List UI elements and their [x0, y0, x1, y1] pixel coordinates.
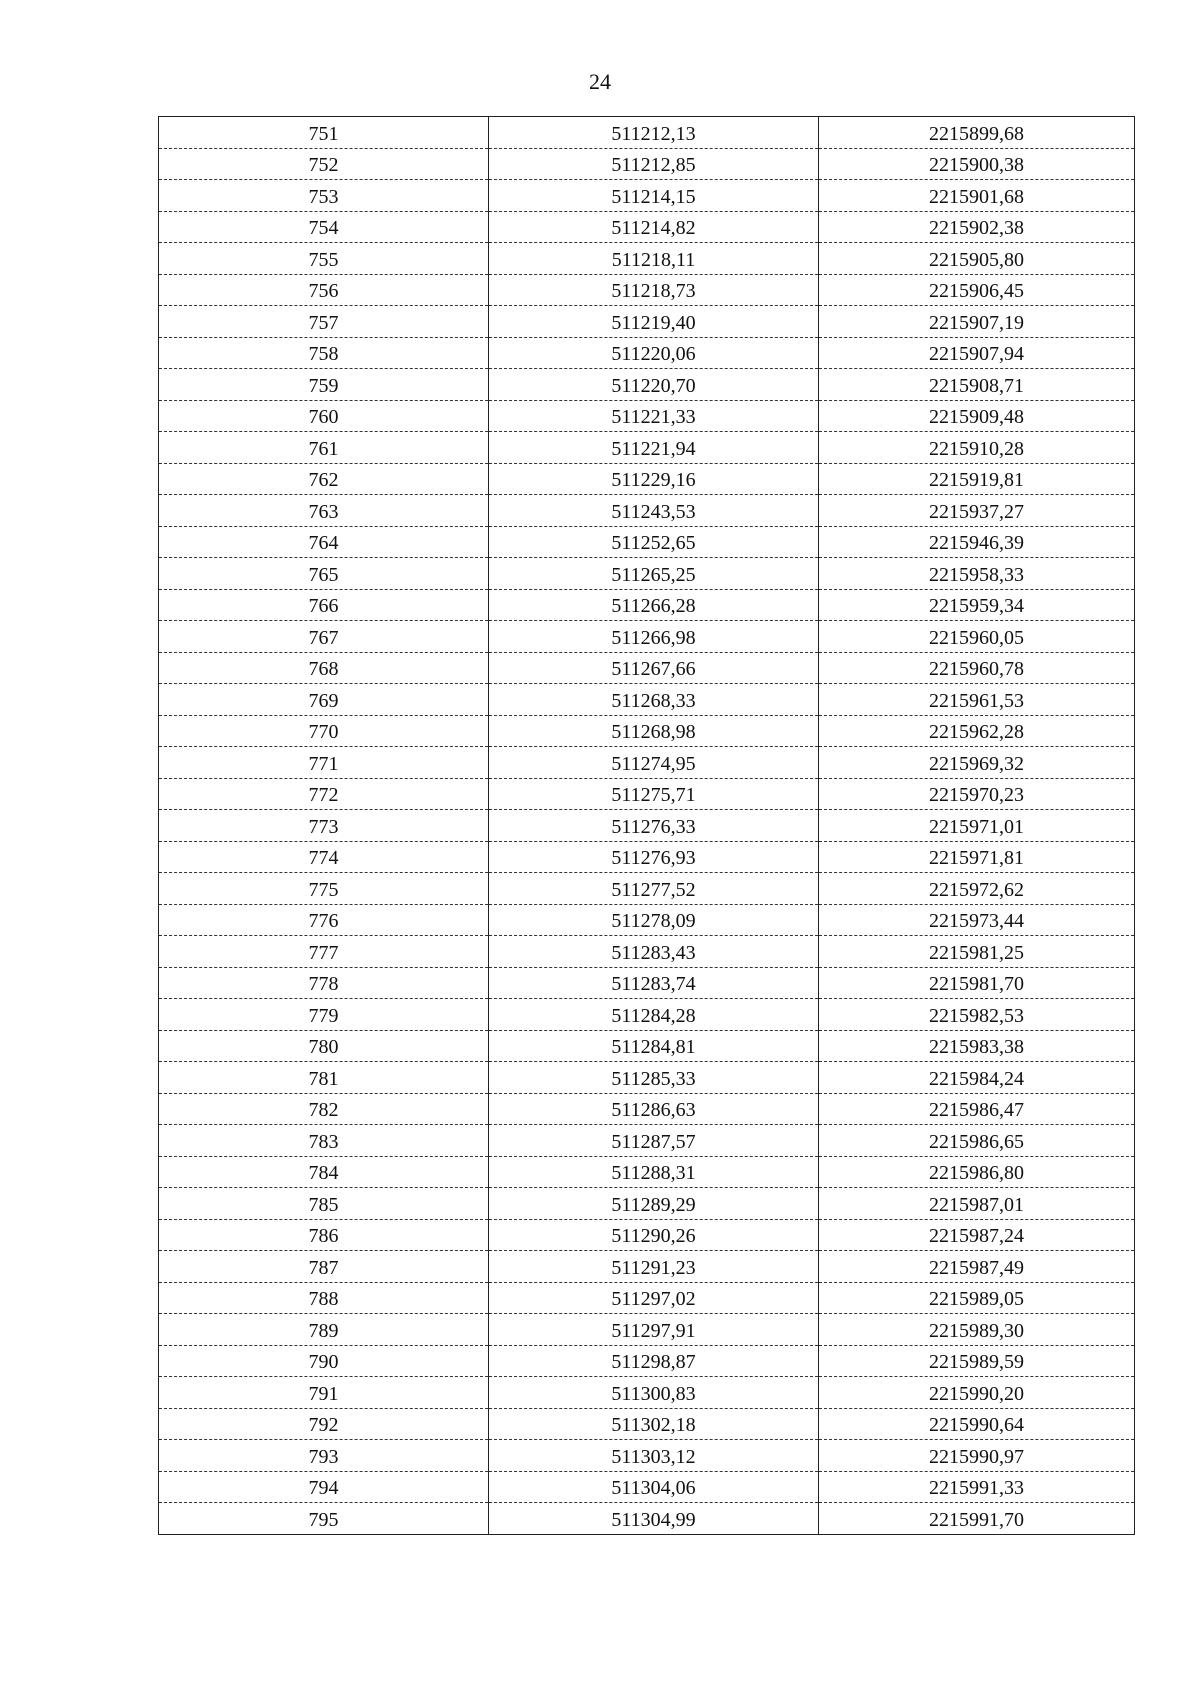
table-row: [159, 715, 1135, 747]
point-number-cell: 789: [159, 1314, 489, 1346]
point-number-cell: 769: [159, 684, 489, 716]
x-coordinate-cell: 511288,31: [489, 1156, 819, 1188]
table-row: [159, 904, 1135, 936]
x-coordinate-cell: 511212,13: [489, 117, 819, 149]
point-number-cell: 759: [159, 369, 489, 401]
point-number-cell: 787: [159, 1251, 489, 1283]
point-number-cell: 762: [159, 463, 489, 495]
y-coordinate-cell: 2215900,38: [819, 148, 1135, 180]
y-coordinate-cell: 2215986,65: [819, 1125, 1135, 1157]
table-row: [159, 432, 1135, 464]
y-coordinate-cell: 2215910,28: [819, 432, 1135, 464]
point-number-cell: 760: [159, 400, 489, 432]
y-coordinate-cell: 2215899,68: [819, 117, 1135, 149]
x-coordinate-cell: 511286,63: [489, 1093, 819, 1125]
table-row: [159, 778, 1135, 810]
y-coordinate-cell: 2215970,23: [819, 778, 1135, 810]
table-row: [159, 180, 1135, 212]
x-coordinate-cell: 511274,95: [489, 747, 819, 779]
table-row: [159, 621, 1135, 653]
y-coordinate-cell: 2215986,47: [819, 1093, 1135, 1125]
x-coordinate-cell: 511290,26: [489, 1219, 819, 1251]
table-row: [159, 873, 1135, 905]
point-number-cell: 771: [159, 747, 489, 779]
point-number-cell: 765: [159, 558, 489, 590]
table-row: [159, 1251, 1135, 1283]
table-row: [159, 117, 1135, 149]
x-coordinate-cell: 511220,06: [489, 337, 819, 369]
table-row: [159, 967, 1135, 999]
table-row: [159, 589, 1135, 621]
y-coordinate-cell: 2215986,80: [819, 1156, 1135, 1188]
x-coordinate-cell: 511219,40: [489, 306, 819, 338]
point-number-cell: 753: [159, 180, 489, 212]
y-coordinate-cell: 2215905,80: [819, 243, 1135, 275]
point-number-cell: 779: [159, 999, 489, 1031]
point-number-cell: 790: [159, 1345, 489, 1377]
point-number-cell: 795: [159, 1503, 489, 1535]
point-number-cell: 794: [159, 1471, 489, 1503]
y-coordinate-cell: 2215919,81: [819, 463, 1135, 495]
point-number-cell: 791: [159, 1377, 489, 1409]
y-coordinate-cell: 2215907,94: [819, 337, 1135, 369]
table-row: [159, 306, 1135, 338]
x-coordinate-cell: 511304,99: [489, 1503, 819, 1535]
x-coordinate-cell: 511214,82: [489, 211, 819, 243]
y-coordinate-cell: 2215973,44: [819, 904, 1135, 936]
y-coordinate-cell: 2215989,30: [819, 1314, 1135, 1346]
y-coordinate-cell: 2215972,62: [819, 873, 1135, 905]
y-coordinate-cell: 2215990,20: [819, 1377, 1135, 1409]
x-coordinate-cell: 511284,81: [489, 1030, 819, 1062]
table-row: [159, 1440, 1135, 1472]
point-number-cell: 783: [159, 1125, 489, 1157]
point-number-cell: 752: [159, 148, 489, 180]
y-coordinate-cell: 2215901,68: [819, 180, 1135, 212]
point-number-cell: 766: [159, 589, 489, 621]
x-coordinate-cell: 511276,93: [489, 841, 819, 873]
point-number-cell: 781: [159, 1062, 489, 1094]
point-number-cell: 780: [159, 1030, 489, 1062]
y-coordinate-cell: 2215982,53: [819, 999, 1135, 1031]
point-number-cell: 788: [159, 1282, 489, 1314]
y-coordinate-cell: 2215990,97: [819, 1440, 1135, 1472]
coordinates-table: [158, 116, 1135, 1535]
table-row: [159, 1408, 1135, 1440]
y-coordinate-cell: 2215969,32: [819, 747, 1135, 779]
x-coordinate-cell: 511283,74: [489, 967, 819, 999]
table-row: [159, 841, 1135, 873]
x-coordinate-cell: 511303,12: [489, 1440, 819, 1472]
y-coordinate-cell: 2215960,78: [819, 652, 1135, 684]
point-number-cell: 764: [159, 526, 489, 558]
point-number-cell: 793: [159, 1440, 489, 1472]
table-row: [159, 211, 1135, 243]
y-coordinate-cell: 2215908,71: [819, 369, 1135, 401]
y-coordinate-cell: 2215987,49: [819, 1251, 1135, 1283]
point-number-cell: 770: [159, 715, 489, 747]
point-number-cell: 755: [159, 243, 489, 275]
table-row: [159, 1093, 1135, 1125]
x-coordinate-cell: 511297,91: [489, 1314, 819, 1346]
x-coordinate-cell: 511298,87: [489, 1345, 819, 1377]
y-coordinate-cell: 2215937,27: [819, 495, 1135, 527]
table-row: [159, 1030, 1135, 1062]
y-coordinate-cell: 2215971,81: [819, 841, 1135, 873]
y-coordinate-cell: 2215909,48: [819, 400, 1135, 432]
point-number-cell: 774: [159, 841, 489, 873]
y-coordinate-cell: 2215991,70: [819, 1503, 1135, 1535]
point-number-cell: 782: [159, 1093, 489, 1125]
x-coordinate-cell: 511297,02: [489, 1282, 819, 1314]
y-coordinate-cell: 2215989,05: [819, 1282, 1135, 1314]
y-coordinate-cell: 2215989,59: [819, 1345, 1135, 1377]
table-row: [159, 747, 1135, 779]
table-row: [159, 1062, 1135, 1094]
page-number: 24: [589, 69, 611, 94]
x-coordinate-cell: 511218,73: [489, 274, 819, 306]
y-coordinate-cell: 2215961,53: [819, 684, 1135, 716]
x-coordinate-cell: 511267,66: [489, 652, 819, 684]
y-coordinate-cell: 2215981,70: [819, 967, 1135, 999]
x-coordinate-cell: 511229,16: [489, 463, 819, 495]
y-coordinate-cell: 2215962,28: [819, 715, 1135, 747]
x-coordinate-cell: 511220,70: [489, 369, 819, 401]
point-number-cell: 786: [159, 1219, 489, 1251]
x-coordinate-cell: 511221,33: [489, 400, 819, 432]
x-coordinate-cell: 511302,18: [489, 1408, 819, 1440]
point-number-cell: 767: [159, 621, 489, 653]
x-coordinate-cell: 511277,52: [489, 873, 819, 905]
y-coordinate-cell: 2215987,01: [819, 1188, 1135, 1220]
table-row: [159, 1471, 1135, 1503]
x-coordinate-cell: 511268,33: [489, 684, 819, 716]
point-number-cell: 776: [159, 904, 489, 936]
table-row: [159, 810, 1135, 842]
x-coordinate-cell: 511265,25: [489, 558, 819, 590]
y-coordinate-cell: 2215958,33: [819, 558, 1135, 590]
x-coordinate-cell: 511284,28: [489, 999, 819, 1031]
table-row: [159, 148, 1135, 180]
table-row: [159, 1503, 1135, 1535]
point-number-cell: 757: [159, 306, 489, 338]
point-number-cell: 792: [159, 1408, 489, 1440]
table-row: [159, 526, 1135, 558]
point-number-cell: 775: [159, 873, 489, 905]
y-coordinate-cell: 2215984,24: [819, 1062, 1135, 1094]
point-number-cell: 777: [159, 936, 489, 968]
x-coordinate-cell: 511287,57: [489, 1125, 819, 1157]
table-row: [159, 1314, 1135, 1346]
y-coordinate-cell: 2215981,25: [819, 936, 1135, 968]
y-coordinate-cell: 2215971,01: [819, 810, 1135, 842]
table-row: [159, 684, 1135, 716]
point-number-cell: 758: [159, 337, 489, 369]
point-number-cell: 761: [159, 432, 489, 464]
x-coordinate-cell: 511291,23: [489, 1251, 819, 1283]
x-coordinate-cell: 511289,29: [489, 1188, 819, 1220]
y-coordinate-cell: 2215987,24: [819, 1219, 1135, 1251]
point-number-cell: 785: [159, 1188, 489, 1220]
x-coordinate-cell: 511278,09: [489, 904, 819, 936]
y-coordinate-cell: 2215991,33: [819, 1471, 1135, 1503]
point-number-cell: 756: [159, 274, 489, 306]
point-number-cell: 772: [159, 778, 489, 810]
x-coordinate-cell: 511218,11: [489, 243, 819, 275]
x-coordinate-cell: 511300,83: [489, 1377, 819, 1409]
point-number-cell: 763: [159, 495, 489, 527]
y-coordinate-cell: 2215906,45: [819, 274, 1135, 306]
table-row: [159, 1345, 1135, 1377]
table-row: [159, 558, 1135, 590]
point-number-cell: 754: [159, 211, 489, 243]
y-coordinate-cell: 2215902,38: [819, 211, 1135, 243]
table-row: [159, 337, 1135, 369]
table-row: [159, 1156, 1135, 1188]
y-coordinate-cell: 2215907,19: [819, 306, 1135, 338]
table-row: [159, 1282, 1135, 1314]
y-coordinate-cell: 2215959,34: [819, 589, 1135, 621]
table-row: [159, 1377, 1135, 1409]
point-number-cell: 768: [159, 652, 489, 684]
x-coordinate-cell: 511275,71: [489, 778, 819, 810]
table-row: [159, 400, 1135, 432]
coordinates-table-body: [159, 117, 1135, 1535]
x-coordinate-cell: 511221,94: [489, 432, 819, 464]
table-row: [159, 936, 1135, 968]
point-number-cell: 751: [159, 117, 489, 149]
table-row: [159, 1188, 1135, 1220]
point-number-cell: 773: [159, 810, 489, 842]
x-coordinate-cell: 511212,85: [489, 148, 819, 180]
table-row: [159, 369, 1135, 401]
y-coordinate-cell: 2215983,38: [819, 1030, 1135, 1062]
x-coordinate-cell: 511266,28: [489, 589, 819, 621]
y-coordinate-cell: 2215946,39: [819, 526, 1135, 558]
x-coordinate-cell: 511268,98: [489, 715, 819, 747]
x-coordinate-cell: 511285,33: [489, 1062, 819, 1094]
table-row: [159, 1125, 1135, 1157]
point-number-cell: 784: [159, 1156, 489, 1188]
x-coordinate-cell: 511283,43: [489, 936, 819, 968]
x-coordinate-cell: 511266,98: [489, 621, 819, 653]
x-coordinate-cell: 511214,15: [489, 180, 819, 212]
table-row: [159, 274, 1135, 306]
x-coordinate-cell: 511243,53: [489, 495, 819, 527]
x-coordinate-cell: 511304,06: [489, 1471, 819, 1503]
table-row: [159, 495, 1135, 527]
point-number-cell: 778: [159, 967, 489, 999]
table-row: [159, 243, 1135, 275]
table-row: [159, 1219, 1135, 1251]
table-row: [159, 999, 1135, 1031]
table-row: [159, 463, 1135, 495]
x-coordinate-cell: 511276,33: [489, 810, 819, 842]
table-row: [159, 652, 1135, 684]
y-coordinate-cell: 2215960,05: [819, 621, 1135, 653]
x-coordinate-cell: 511252,65: [489, 526, 819, 558]
y-coordinate-cell: 2215990,64: [819, 1408, 1135, 1440]
